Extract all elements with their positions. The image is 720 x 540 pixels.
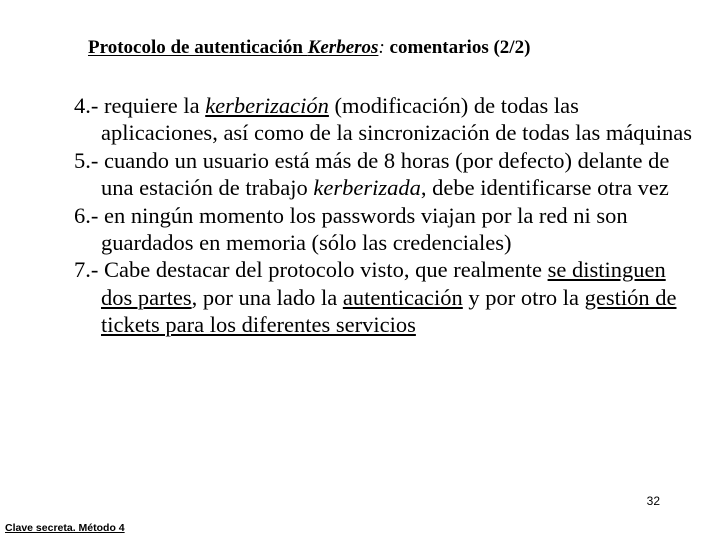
item-7-underline-b: autenticación [342,284,463,310]
list-item-4 [74,92,694,147]
list-item-7 [74,256,694,338]
item-4-text-a: 4.- requiere la [74,93,206,118]
item-7-text-b: , por una lado la [191,284,343,310]
item-7-text-c: y por otro la [462,284,585,310]
item-5-text-b: , debe identificarse otra vez [420,175,669,201]
item-7-text-a: 7.- Cabe destacar del protocolo visto, que realmente [74,257,548,283]
title-kerberos: Kerberos [307,37,379,58]
slide-title [88,36,688,60]
item-7-underline-c: gestión de tickets para los diferentes servicios [101,284,677,338]
item-7-underline-a: se distinguen dos partes [101,257,666,310]
title-suffix: comentarios (2/2) [384,37,531,58]
footer-link[interactable]: Clave secreta. Método 4 [5,522,125,534]
list-item-5 [74,147,694,202]
title-colon: : [378,37,385,58]
comment-list [74,92,694,339]
list-item-6: 6.- en ningún momento los passwords viajan por la red ni son guardados en memoria (sólo las credenciales) [74,202,628,256]
page-number: 32 [646,494,660,508]
item-4-emphasis: kerberización [205,93,329,118]
item-5-emphasis: kerberizada [313,175,421,201]
item-4-text-b: (modificación) de todas las aplicaciones, así como de la sincronización de todas las máquinas [101,93,693,146]
title-prefix: Protocolo de autenticación [88,37,308,58]
item-5-text-a: 5.- cuando un usuario está más de 8 horas (por defecto) delante de una estación de trabajo [74,147,670,201]
